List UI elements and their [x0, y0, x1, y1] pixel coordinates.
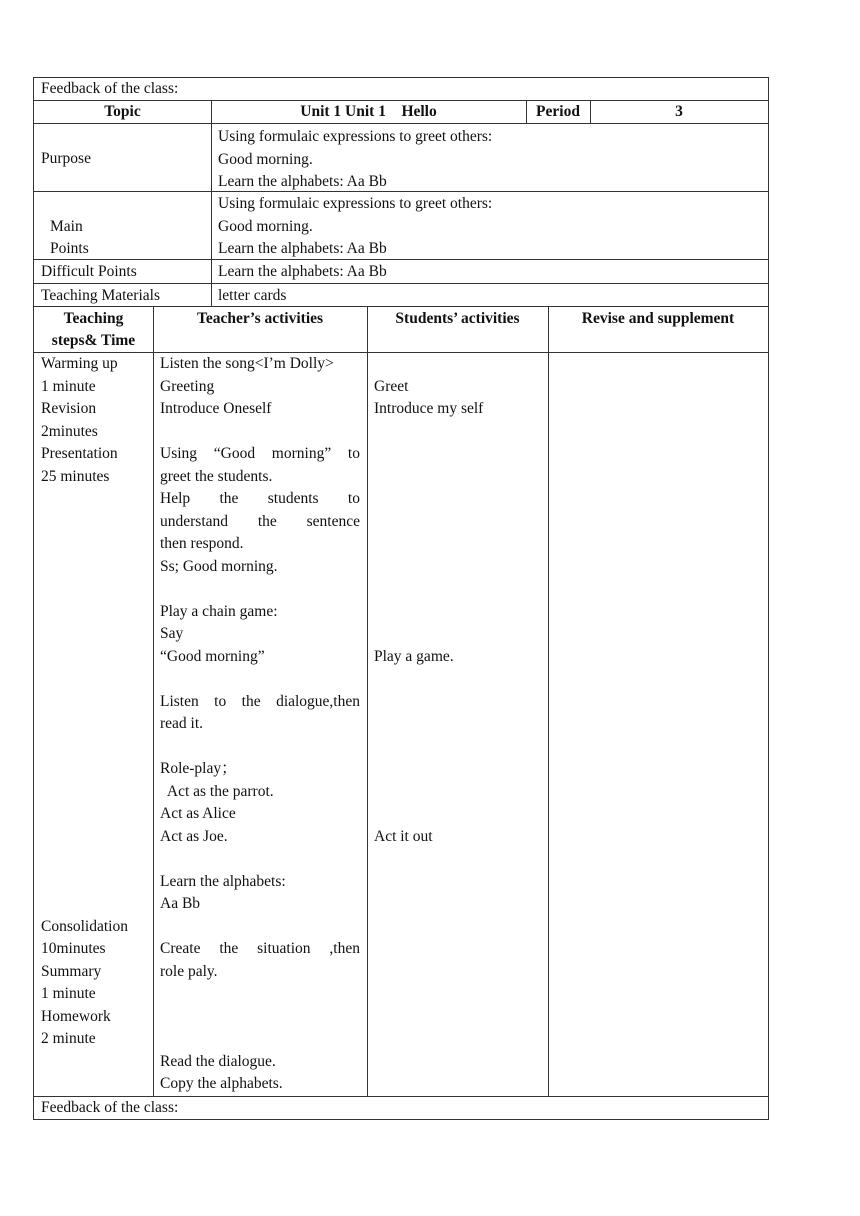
step-line [41, 601, 128, 624]
teacher-activity-line: read it. [160, 715, 204, 732]
topic-value: Unit 1 Unit 1 Hello [300, 103, 437, 120]
teacher-activity-line [160, 1006, 360, 1029]
student-activity-line: Play a game. [374, 647, 454, 665]
topic-row [33, 100, 769, 124]
student-activity-line [374, 713, 483, 736]
step-line [41, 556, 128, 579]
step-line [41, 758, 128, 781]
main-points-line: Good morning. [218, 217, 313, 235]
teacher-activity-line [160, 1028, 360, 1051]
step-line [41, 826, 128, 849]
teaching-materials-value: letter cards [218, 287, 287, 304]
purpose-content [218, 126, 492, 194]
teacher-activity-line: role paly. [160, 962, 218, 980]
student-activity-line [374, 758, 483, 781]
steps-column [41, 353, 128, 1051]
main-points-line: Learn the alphabets: Aa Bb [218, 240, 387, 257]
student-activity-line [374, 533, 483, 556]
teacher-activity-line: “Good morning” [160, 647, 265, 665]
step-line: 2minutes [41, 422, 98, 440]
feedback-bottom-label: Feedback of the class: [41, 1099, 179, 1116]
step-line: Consolidation [41, 917, 128, 935]
step-line [41, 511, 128, 534]
teacher-activity-line [160, 736, 360, 759]
teacher-column [160, 353, 360, 1096]
teaching-materials-label: Teaching Materials [41, 287, 160, 304]
student-activity-line: Act it out [374, 827, 433, 845]
step-line [41, 578, 128, 601]
teacher-activity-line: Say [160, 625, 184, 642]
teaching-materials-row [33, 283, 769, 307]
step-line [41, 871, 128, 894]
teacher-activity-line: Ss; Good morning. [160, 557, 278, 575]
purpose-line: Using formulaic expressions to greet others: [218, 128, 493, 145]
step-line [41, 803, 128, 826]
student-activity-line [374, 736, 483, 759]
step-line [41, 623, 128, 646]
student-activity-line [374, 781, 483, 804]
student-activity-line [374, 578, 483, 601]
teacher-activity-line: Greeting [160, 377, 215, 395]
step-line: 1 minute [41, 377, 96, 395]
step-line [41, 848, 128, 871]
feedback-top-row [33, 77, 769, 101]
period-value: 3 [675, 103, 683, 120]
teacher-activity-line: Learn the alphabets: [160, 872, 286, 890]
student-activity-line [374, 691, 483, 714]
teacher-activity-line: Help the students to [160, 490, 360, 507]
step-line [41, 646, 128, 669]
teacher-activity-line: greet the students. [160, 467, 273, 485]
difficult-points-label: Difficult Points [41, 263, 137, 280]
student-activity-line [374, 421, 483, 444]
step-line [41, 668, 128, 691]
student-activity-line [374, 668, 483, 691]
header-revise: Revise and supplement [581, 310, 735, 327]
step-line: 2 minute [41, 1030, 96, 1047]
student-activity-line [374, 488, 483, 511]
step-line [41, 736, 128, 759]
student-activity-line: Introduce my self [374, 400, 484, 417]
main-points-row [33, 191, 769, 260]
step-line: Homework [41, 1007, 111, 1025]
step-line [41, 533, 128, 556]
step-line: 1 minute [41, 985, 96, 1002]
teacher-activity-line: understand the sentence [160, 512, 360, 530]
student-activity-line [374, 803, 483, 826]
step-line [41, 691, 128, 714]
student-activity-line [374, 623, 483, 646]
step-line: Revision [41, 400, 97, 417]
difficult-points-value: Learn the alphabets: Aa Bb [218, 263, 387, 280]
step-line: Warming up [41, 355, 118, 372]
step-line: Summary [41, 962, 102, 980]
period-label: Period [536, 103, 580, 120]
purpose-line: Learn the alphabets: Aa Bb [218, 173, 387, 190]
teacher-activity-line: Role-play； [160, 760, 237, 777]
teacher-activity-line [160, 421, 360, 444]
step-line [41, 713, 128, 736]
header-steps-2: steps& Time [51, 332, 136, 349]
student-activity-line [374, 353, 483, 376]
difficult-points-row [33, 259, 769, 284]
student-activity-line: Greet [374, 377, 409, 395]
step-line: Presentation [41, 445, 118, 462]
teacher-activity-line [160, 916, 360, 939]
step-line: 25 minutes [41, 467, 110, 485]
main-points-line: Using formulaic expressions to greet others: [218, 195, 493, 212]
step-line: 10minutes [41, 940, 106, 957]
student-activity-line [374, 511, 483, 534]
student-activity-line [374, 466, 483, 489]
header-students: Students’ activities [395, 310, 520, 327]
teacher-activity-line [160, 668, 360, 691]
teacher-activity-line: Copy the alphabets. [160, 1075, 283, 1092]
teacher-activity-line: Act as the parrot. [160, 782, 274, 800]
main-points-label-1: Main [50, 218, 83, 235]
feedback-bottom-row [33, 1096, 769, 1120]
teacher-activity-line: Listen to the dialogue,then [160, 692, 360, 710]
teacher-activity-line: Act as Alice [160, 805, 236, 822]
teacher-activity-line: Listen the song<I’m Dolly> [160, 355, 334, 372]
teacher-activity-line: then respond. [160, 535, 244, 552]
topic-label: Topic [104, 103, 141, 120]
student-activity-line [374, 556, 483, 579]
student-activity-line [374, 601, 483, 624]
purpose-line: Good morning. [218, 150, 313, 168]
teacher-activity-line: Act as Joe. [160, 827, 228, 845]
teacher-activity-line [160, 578, 360, 601]
main-points-content [218, 193, 492, 261]
teacher-activity-line: Using “Good morning” to [160, 445, 360, 462]
student-activity-line [374, 443, 483, 466]
teacher-activity-line: Introduce Oneself [160, 400, 272, 417]
step-line [41, 781, 128, 804]
teacher-activity-line: Read the dialogue. [160, 1052, 276, 1070]
students-column [374, 353, 483, 848]
teacher-activity-line: Play a chain game: [160, 602, 278, 620]
teacher-activity-line [160, 983, 360, 1006]
teacher-activity-line: Aa Bb [160, 895, 201, 912]
purpose-label: Purpose [41, 150, 91, 167]
teacher-activity-line [160, 848, 360, 871]
feedback-top-label: Feedback of the class: [41, 80, 179, 97]
activities-table [33, 306, 769, 1097]
step-line [41, 488, 128, 511]
header-teacher: Teacher’s activities [196, 310, 324, 327]
main-points-label-2: Points [50, 240, 89, 257]
step-line [41, 893, 128, 916]
teacher-activity-line: Create the situation ,then [160, 940, 360, 957]
header-steps-1: Teaching [63, 310, 124, 327]
purpose-row [33, 123, 769, 192]
